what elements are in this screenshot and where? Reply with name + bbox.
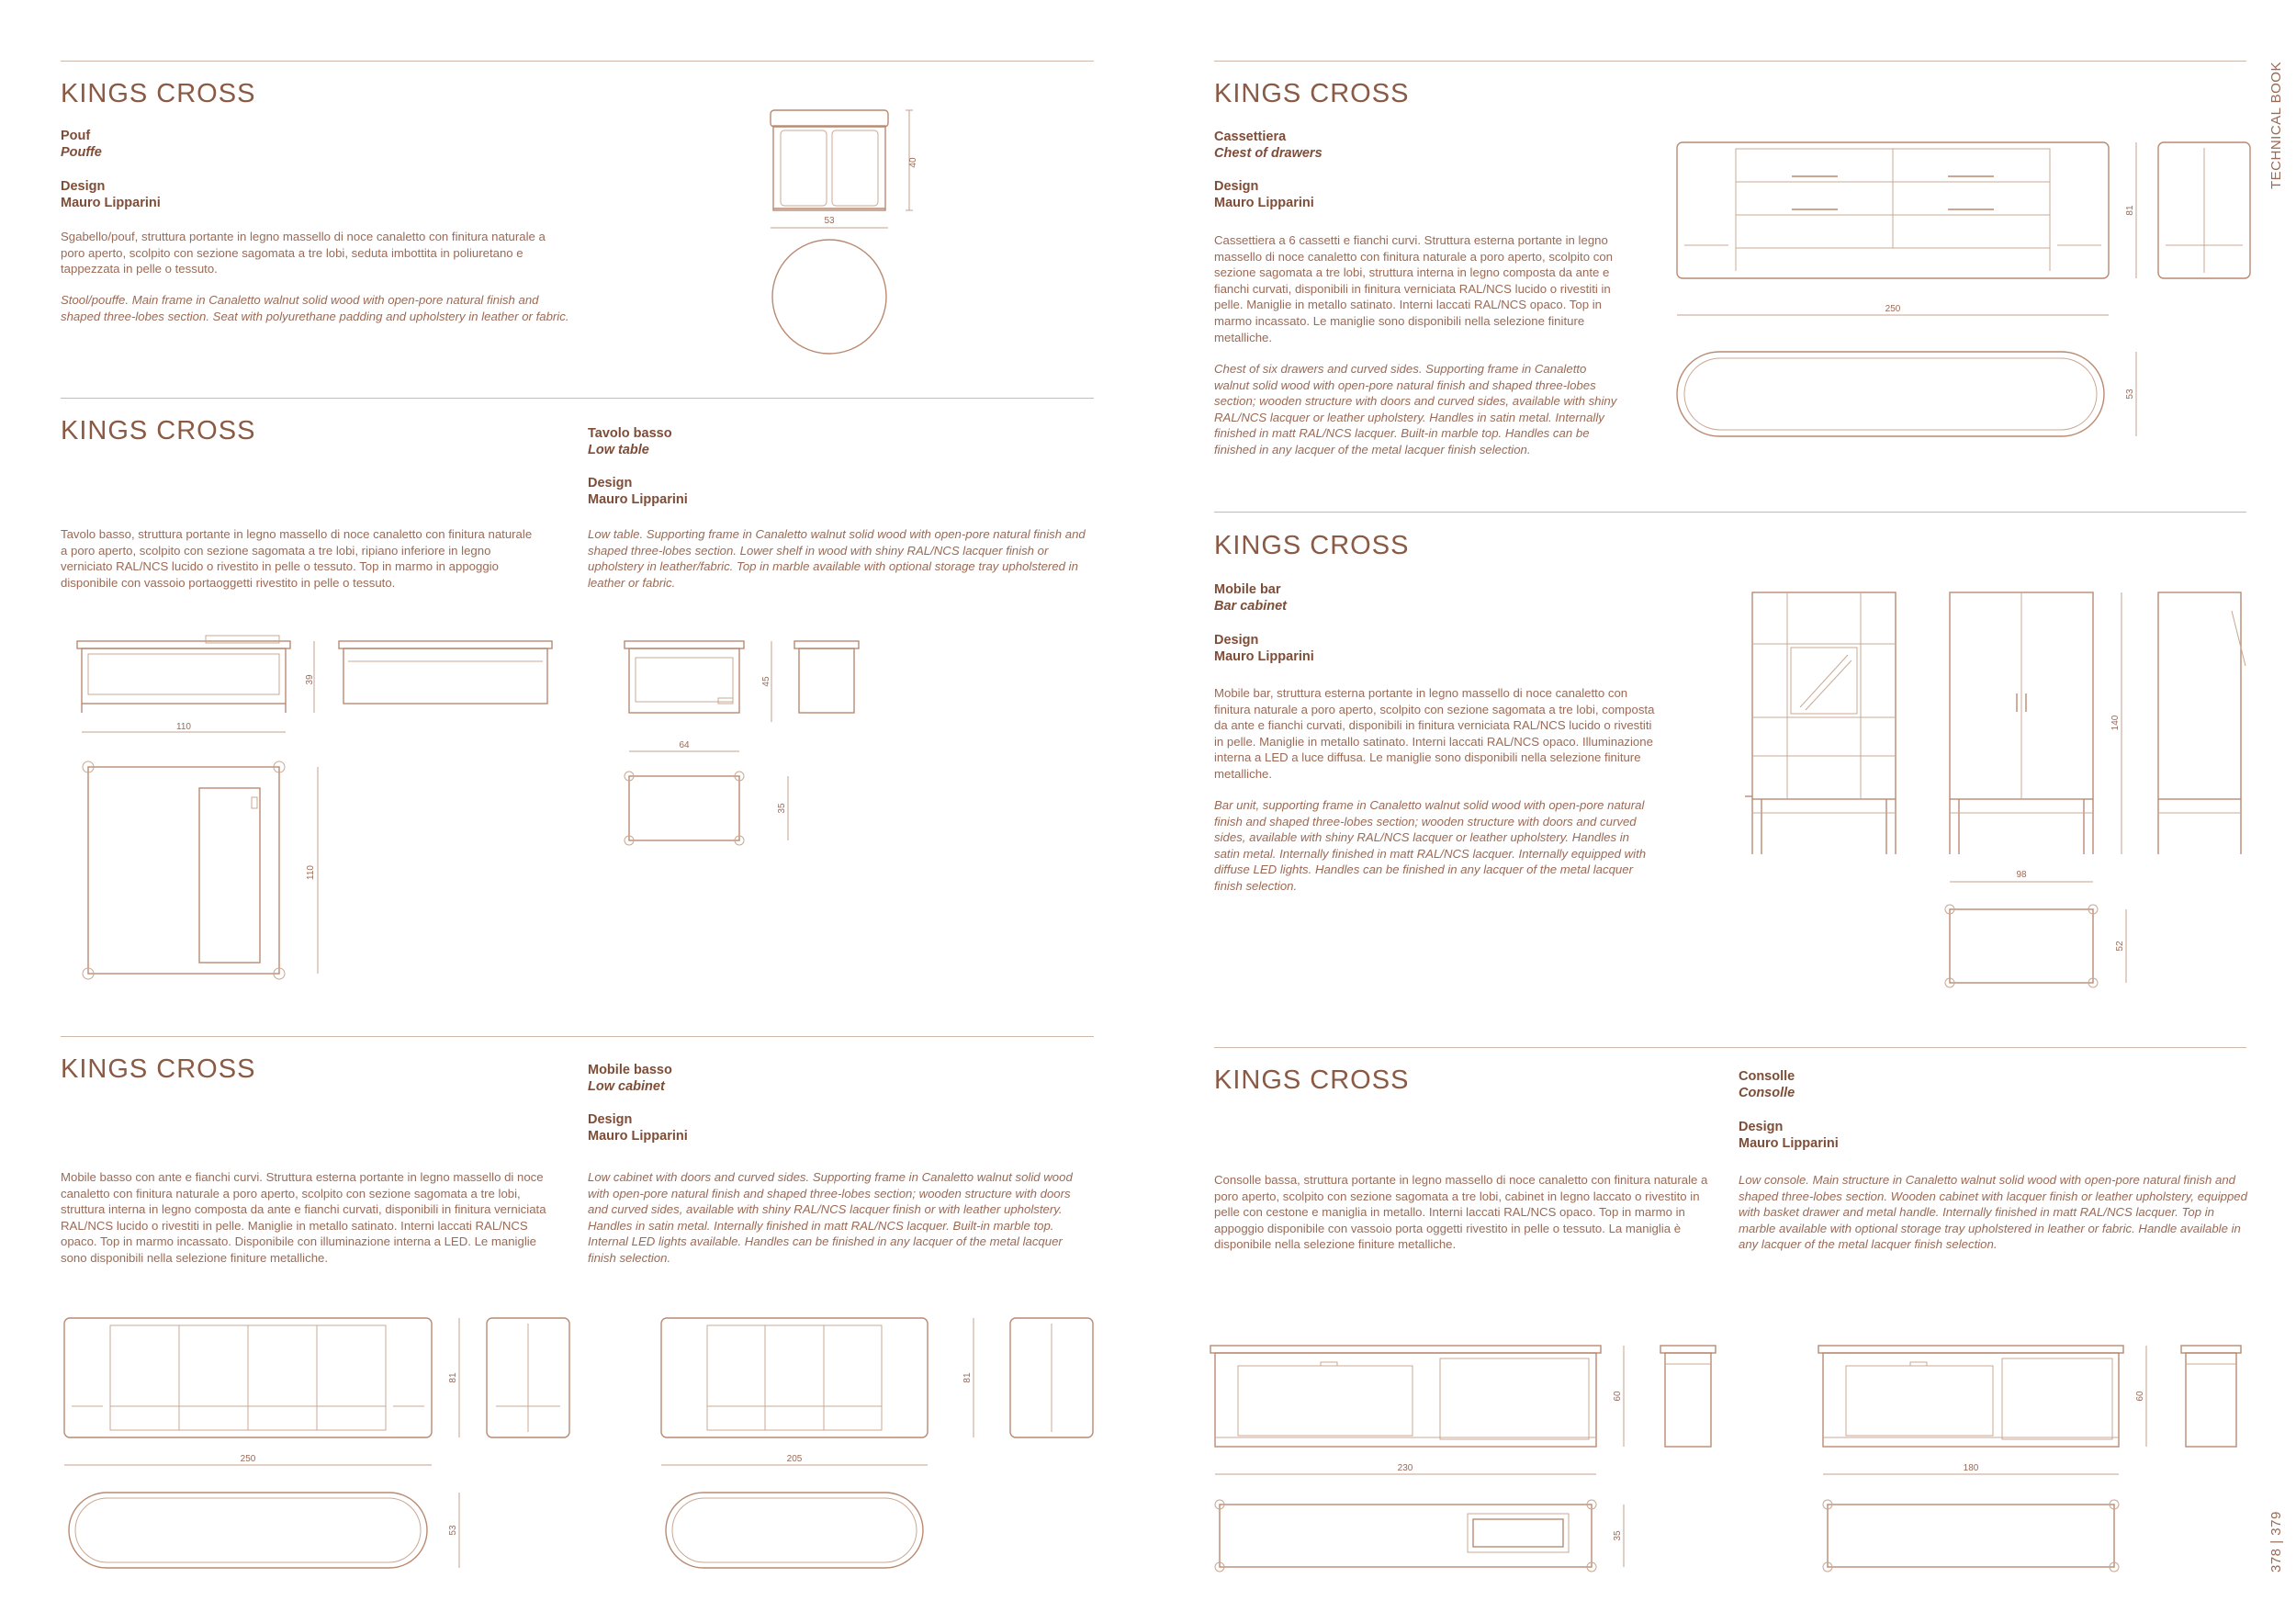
- product-title: KINGS CROSS: [1214, 1065, 1410, 1095]
- divider: [61, 398, 1094, 399]
- design-label: Design: [1214, 179, 1259, 194]
- dim-height: 40: [908, 157, 918, 168]
- product-name-it: Consolle: [1739, 1069, 1795, 1084]
- product-title: KINGS CROSS: [61, 79, 256, 108]
- description-it: Consolle bassa, struttura portante in legno massello di noce canaletto con finitura naturale a poro aperto, scolpito con sezione sagomata a tre lobi, cabinet in legno laccato o rivestito in pelle con cestone e maniglia in metallo. Interni laccati RAL/NCS opaco. Top in marmo in appoggio disponibile con vassoio porta oggetti rivestito in pelle o tessuto. La maniglia è disponibile nella selezione finiture metalliche.: [1214, 1173, 1708, 1252]
- divider: [61, 61, 1094, 62]
- product-title: KINGS CROSS: [1214, 531, 1410, 560]
- dim-depth: 52: [2115, 941, 2125, 952]
- design-label: Design: [1739, 1120, 1784, 1134]
- divider: [1214, 61, 2246, 62]
- divider: [61, 1036, 1094, 1037]
- product-name-en: Chest of drawers: [1214, 146, 1322, 161]
- dim-height: 81: [2125, 205, 2135, 216]
- description-it: Cassettiera a 6 cassetti e fianchi curvi. Struttura esterna portante in legno massello di noce canaletto con finitura naturale a poro aperto, scolpito con sezione sagomata a tre lobi, struttura interna in legno composta da ante e fianchi curvati, disponibili in finitura verniciata RAL/NCS lucido o rivestiti in pelle. Maniglie in metallo satinato. Interni laccati RAL/NCS opaco. Top in marmo incassato. Le maniglie sono disponibili nella selezione finiture metalliche.: [1214, 233, 1613, 344]
- consolle-230-drawing: [1210, 1346, 1725, 1575]
- dim-width: 250: [240, 1454, 256, 1464]
- dim-depth: 53: [448, 1525, 458, 1536]
- chest-of-drawers-drawing: [1677, 142, 2265, 445]
- dim-height: 60: [1613, 1391, 1623, 1402]
- dim-depth: 35: [1613, 1530, 1623, 1541]
- dim-height: 140: [2110, 715, 2121, 731]
- design-label: Design: [588, 476, 633, 490]
- product-title: KINGS CROSS: [61, 1054, 256, 1084]
- designer-name: Mauro Lipparini: [588, 492, 688, 507]
- dim-depth: 110: [306, 865, 316, 880]
- designer-name: Mauro Lipparini: [1214, 649, 1314, 664]
- design-label: Design: [61, 179, 106, 194]
- dim-height: 81: [962, 1372, 973, 1383]
- dim-width: 110: [176, 722, 191, 732]
- dim-width: 230: [1397, 1463, 1413, 1473]
- product-name-it: Mobile bar: [1214, 582, 1281, 597]
- dim-depth: 53: [2125, 389, 2135, 400]
- description-en: Low cabinet with doors and curved sides. Supporting frame in Canaletto walnut solid wood with open-pore natural finish and shaped three-lobes section; wooden structure with doors and curved sides, available with shiny RAL/NCS lacquer finish or with leather upholstery. Handles in satin metal. Internally finished in matt RAL/NCS lacquer. Built-in marble top. Internal LED lights available. Handles can be finished in any lacquer of the metal lacquer finish selection.: [588, 1170, 1073, 1265]
- product-name-en: Bar cabinet: [1214, 599, 1287, 614]
- description-it: Sgabello/pouf, struttura portante in legno massello di noce canaletto con finitura naturale a poro aperto, scolpito con sezione sagomata a tre lobi, seduta imbottita in poliuretano e tappezzata in pelle o tessuto.: [61, 230, 546, 276]
- dim-width: 180: [1963, 1463, 1979, 1473]
- low-cabinet-205-drawing: [661, 1318, 1102, 1575]
- bar-cabinet-drawing: [1745, 592, 2259, 997]
- design-label: Design: [1214, 633, 1259, 648]
- description-en: Chest of six drawers and curved sides. Supporting frame in Canaletto walnut solid wood with open-pore natural finish and shaped three-lobes section; wooden structure with doors and curved sides, available with shiny RAL/NCS lacquer or leather upholstery. Handles in satin metal. Internally finished in matt RAL/NCS lacquer. Built-in marble top. Handles can be finished in any lacquer of the metal lacquer finish selection.: [1214, 362, 1617, 456]
- description-en: Low table. Supporting frame in Canaletto walnut solid wood with open-pore natural finish and shaped three-lobes section. Lower shelf in wood with shiny RAL/NCS lacquer finish or upholstery in leather/fabric. Top in marble available with optional storage tray upholstered in leather or fabric.: [588, 527, 1086, 590]
- dim-width: 205: [786, 1454, 803, 1464]
- page-numbers: 378 | 379: [2268, 1511, 2284, 1572]
- product-name-it: Cassettiera: [1214, 130, 1287, 144]
- dim-depth: 35: [777, 803, 787, 814]
- product-name-it: Pouf: [61, 129, 91, 143]
- divider: [1214, 512, 2246, 513]
- product-title: KINGS CROSS: [61, 416, 256, 445]
- description-en: Bar unit, supporting frame in Canaletto walnut solid wood with open-pore natural finish and shaped three-lobes section; wooden structure with doors and curved sides, available with shiny RAL/NCS lacquer or leather upholstery. Handles in satin metal. Internally finished in matt RAL/NCS lacquer. Internally equipped with diffuse LED lights. Handles can be finished in any lacquer of the metal lacquer finish selection.: [1214, 798, 1647, 893]
- dim-height: 81: [448, 1372, 458, 1383]
- description-en: Low console. Main structure in Canaletto walnut solid wood with open-pore natural finish and shaped three-lobes section. Wooden cabinet with lacquer finish or leather upholstery, equipped with basket drawer and metal handle. Internally finished in matt RAL/NCS lacquer. Top in marble available with optional storage tray upholstered in leather or fabric. Handle available in any lacquer of the metal lacquer finish selection.: [1739, 1173, 2247, 1252]
- low-table-small-drawing: [625, 634, 863, 854]
- product-name-en: Consolle: [1739, 1086, 1795, 1100]
- dim-height: 45: [761, 676, 771, 687]
- product-title: KINGS CROSS: [1214, 79, 1410, 108]
- consolle-180-drawing: [1818, 1346, 2259, 1575]
- product-name-en: Low table: [588, 443, 649, 457]
- technical-book-label: TECHNICAL BOOK: [2268, 62, 2284, 189]
- low-cabinet-250-drawing: [64, 1318, 579, 1575]
- product-name-it: Mobile basso: [588, 1063, 672, 1077]
- dim-width: 53: [824, 216, 835, 226]
- dim-width: 64: [679, 740, 690, 750]
- description-it: Mobile basso con ante e fianchi curvi. Struttura esterna portante in legno massello di noce canaletto con finitura naturale a poro aperto, scolpito con sezione sagomata a tre lobi, struttura interna in legno composta da ante e fianchi curvati, disponibili in finitura verniciata RAL/NCS lucido o rivestiti in pelle. Maniglie in metallo satinato. Interni laccati RAL/NCS opaco. Top in marmo incassato. Disponibile con illuminazione interna a LED. Le maniglie sono disponibili nella selezione finiture metalliche.: [61, 1170, 546, 1265]
- description-en: Stool/pouffe. Main frame in Canaletto walnut solid wood with open-pore natural finish and shaped three-lobes section. Seat with polyurethane padding and upholstery in leather or fabric.: [61, 293, 569, 323]
- description-it: Tavolo basso, struttura portante in legno massello di noce canaletto con finitura naturale a poro aperto, scolpito con sezione sagomata a tre lobi, ripiano inferiore in legno verniciato RAL/NCS lucido o rivestito in pelle o tessuto. Top in marmo in appoggio disponibile con vassoio portaoggetti rivestito in pelle o tessuto.: [61, 527, 533, 590]
- product-name-it: Tavolo basso: [588, 426, 672, 441]
- dim-width: 250: [1885, 304, 1901, 314]
- design-label: Design: [588, 1112, 633, 1127]
- designer-name: Mauro Lipparini: [1214, 196, 1314, 210]
- designer-name: Mauro Lipparini: [61, 196, 161, 210]
- low-table-large-drawing: [77, 634, 555, 1001]
- product-name-en: Low cabinet: [588, 1079, 665, 1094]
- dim-height: 60: [2135, 1391, 2145, 1402]
- designer-name: Mauro Lipparini: [588, 1129, 688, 1144]
- description-it: Mobile bar, struttura esterna portante in legno massello di noce canaletto con finitura naturale a poro aperto, scolpito con sezione sagomata a tre lobi, composta da ante e fianchi curvati, disponibili in finitura verniciata RAL/NCS lucido o rivestiti in pelle. Maniglie in metallo satinato. Interni laccati RAL/NCS opaco. Illuminazione interna a LED a luce diffusa. Le maniglie sono disponibili nella selezione finiture metalliche.: [1214, 686, 1655, 781]
- divider: [1214, 1047, 2246, 1048]
- product-name-en: Pouffe: [61, 145, 102, 160]
- pouf-drawing: [762, 106, 928, 363]
- designer-name: Mauro Lipparini: [1739, 1136, 1839, 1151]
- dim-width: 98: [2016, 870, 2027, 880]
- dim-height: 39: [305, 674, 315, 685]
